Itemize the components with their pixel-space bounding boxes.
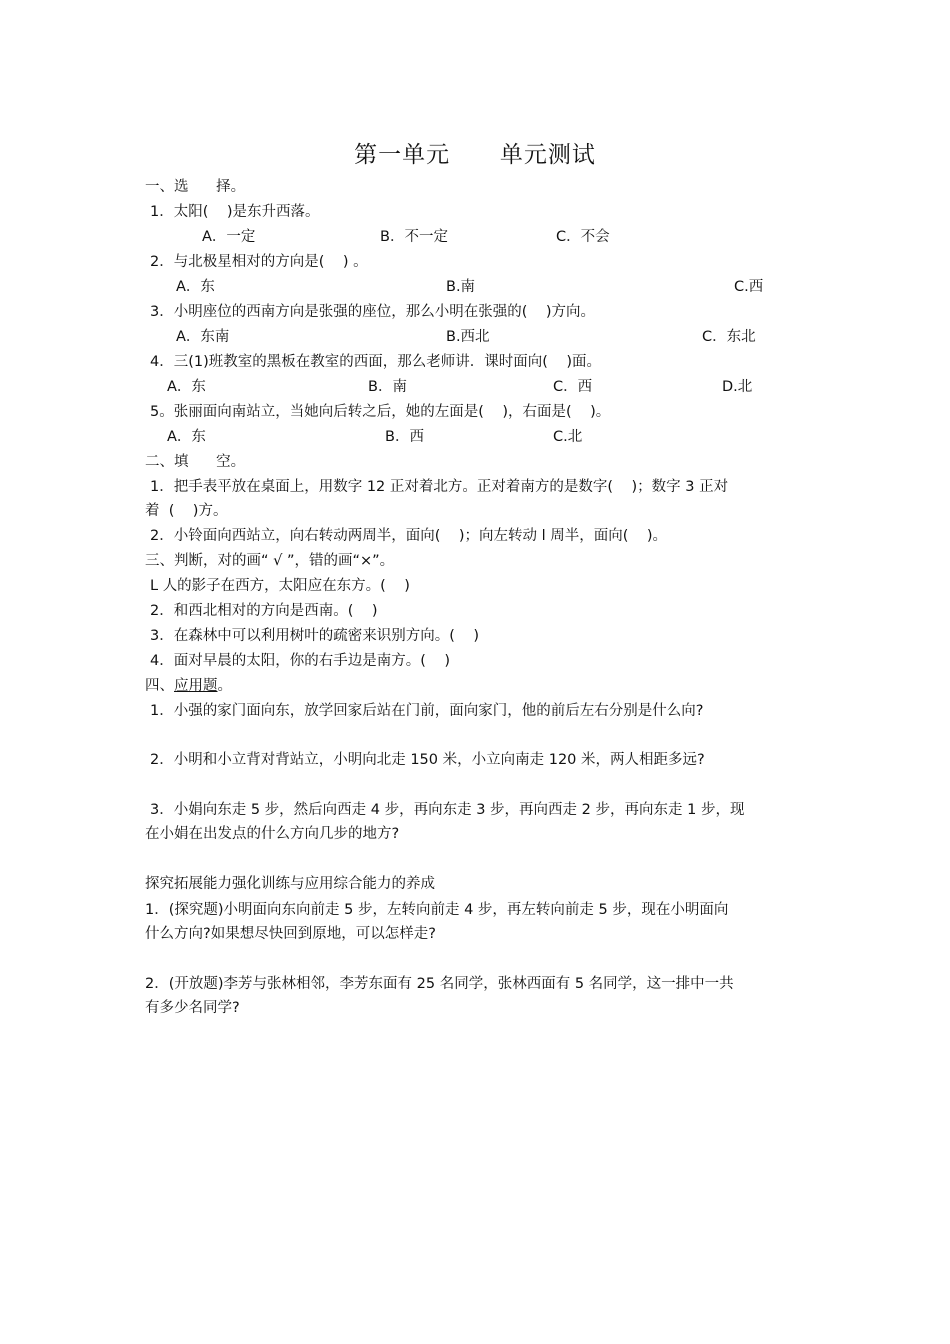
section-heading-extension: 探究拓展能力强化训练与应用综合能力的养成 (145, 876, 435, 892)
option-1-4-b: B．南 (368, 379, 407, 395)
question-1-4: 4．三(1)班教室的黑板在教室的西面，那么老师讲．课时面向( )面。 (150, 354, 602, 370)
question-5-2-line1: 2．(开放题)李芳与张林相邻，李芳东面有 25 名同学，张林西面有 5 名同学，这一排中一共 (145, 976, 734, 992)
question-4-3-line1: 3．小娟向东走 5 步，然后向西走 4 步，再向东走 3 步，再向西走 2 步，再向东走 1 步，现 (150, 802, 745, 818)
question-4-3-line2: 在小娟在出发点的什么方向几步的地方? (145, 826, 400, 842)
question-2-1-line2: 着 ( )方。 (145, 503, 228, 519)
section-heading-application (145, 676, 232, 696)
question-1-1: 1．太阳( )是东升西落。 (150, 204, 320, 220)
option-1-2-a: A．东 (176, 279, 215, 295)
heading-prefix: 四、 (145, 678, 174, 694)
question-3-1: L 人的影子在西方，太阳应在东方。( ) (150, 578, 410, 594)
section-heading-judge: 三、判断，对的画“ √ ”，错的画“×”。 (145, 553, 395, 569)
question-3-3: 3．在森林中可以利用树叶的疏密来识别方向。( ) (150, 628, 479, 644)
option-1-2-c: C.西 (734, 279, 764, 295)
question-5-1-line1: 1．(探究题)小明面向东向前走 5 步，左转向前走 4 步，再左转向前走 5 步，现在小明面向 (145, 902, 729, 918)
question-1-2: 2．与北极星相对的方向是( ) 。 (150, 254, 368, 270)
question-3-2: 2．和西北相对的方向是西南。( ) (150, 603, 378, 619)
option-1-1-a: A．一定 (202, 229, 256, 245)
option-1-1-c: C．不会 (556, 229, 610, 245)
option-1-4-d: D.北 (722, 379, 753, 395)
option-1-4-a: A．东 (167, 379, 206, 395)
option-1-5-c: C.北 (553, 429, 583, 445)
option-1-4-c: C．西 (553, 379, 593, 395)
option-1-3-c: C．东北 (702, 329, 756, 345)
question-1-3: 3．小明座位的西南方向是张强的座位，那么小明在张强的( )方向。 (150, 304, 595, 320)
question-1-5: 5。张丽面向南站立，当她向后转之后，她的左面是( )，右面是( )。 (150, 404, 611, 420)
heading-underlined: 应用题 (174, 678, 218, 694)
question-2-2: 2．小铃面向西站立，向右转动两周半，面向( )；向左转动 l 周半，面向( )。 (150, 528, 667, 544)
option-1-5-b: B．西 (385, 429, 424, 445)
question-5-2-line2: 有多少名同学? (145, 1000, 240, 1016)
heading-suffix: 。 (217, 678, 232, 694)
question-3-4: 4．面对早晨的太阳，你的右手边是南方。( ) (150, 653, 450, 669)
option-1-2-b: B.南 (446, 279, 476, 295)
question-2-1-line1: 1．把手表平放在桌面上，用数字 12 正对着北方。正对着南方的是数字( )；数字 3 正对 (150, 479, 729, 495)
question-5-1-line2: 什么方向?如果想尽快回到原地，可以怎样走? (145, 926, 436, 942)
section-heading-choice: 一、选 择。 (145, 179, 246, 195)
option-1-3-b: B.西北 (446, 329, 490, 345)
question-4-1: 1．小强的家门面向东，放学回家后站在门前，面向家门，他的前后左右分别是什么向? (150, 703, 704, 719)
question-4-2: 2．小明和小立背对背站立，小明向北走 150 米，小立向南走 120 米，两人相距多远? (150, 752, 705, 768)
page-title: 第一单元 单元测试 (354, 142, 596, 168)
section-heading-fill: 二、填 空。 (145, 454, 246, 470)
option-1-5-a: A．东 (167, 429, 206, 445)
option-1-3-a: A．东南 (176, 329, 230, 345)
option-1-1-b: B．不一定 (380, 229, 448, 245)
